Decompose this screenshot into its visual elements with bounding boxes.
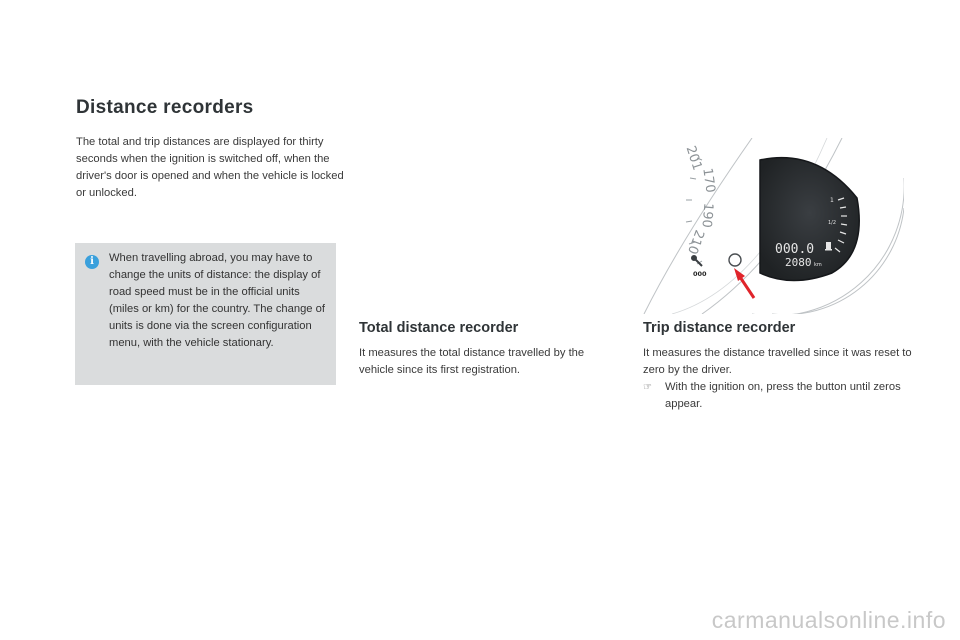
instrument-cluster-illustration	[642, 138, 904, 314]
watermark: carmanualsonline.info	[711, 607, 946, 633]
info-text: When travelling abroad, you may have to change the units of distance: the display of road speed must be in the official units (miles or km) for the country. The change of units is done via the screen configuration menu, with the vehicle stationary.	[109, 252, 325, 349]
total-distance-title: Total distance recorder	[359, 320, 519, 336]
odometer-unit: km	[814, 262, 822, 268]
trip-reset-step-text: With the ignition on, press the button until zeros appear.	[665, 381, 901, 410]
info-icon: i	[85, 255, 99, 269]
trip-distance-title: Trip distance recorder	[643, 320, 796, 336]
trip-reset-step	[643, 379, 913, 413]
trip-reset-button[interactable]	[729, 254, 741, 266]
spanner-icon	[692, 256, 702, 266]
fuel-label-full: 1	[830, 197, 834, 204]
speed-label: 210	[684, 227, 707, 257]
trip-reading: 000.0	[775, 242, 815, 257]
fuel-pump-icon	[825, 242, 832, 251]
intro-paragraph: The total and trip distances are displayed for thirty seconds when the ignition is switched off, when the driver's door is opened and when the vehicle is locked or unlocked.	[76, 136, 344, 199]
odometer-reading: 2080	[785, 256, 812, 269]
service-reading: 000	[693, 270, 707, 278]
page-title: Distance recorders	[76, 97, 254, 118]
speed-label: 170	[699, 167, 718, 194]
pointing-hand-icon: ☞	[643, 382, 652, 393]
fuel-label-half: 1/2	[828, 220, 837, 226]
speed-label: 190	[698, 202, 716, 229]
speed-label: 201	[682, 144, 705, 173]
info-box	[75, 243, 336, 385]
red-arrow-icon	[734, 268, 754, 298]
trip-distance-body: It measures the distance travelled since it was reset to zero by the driver.	[643, 347, 912, 376]
total-distance-body: It measures the total distance travelled by the vehicle since its first registration.	[359, 347, 585, 376]
